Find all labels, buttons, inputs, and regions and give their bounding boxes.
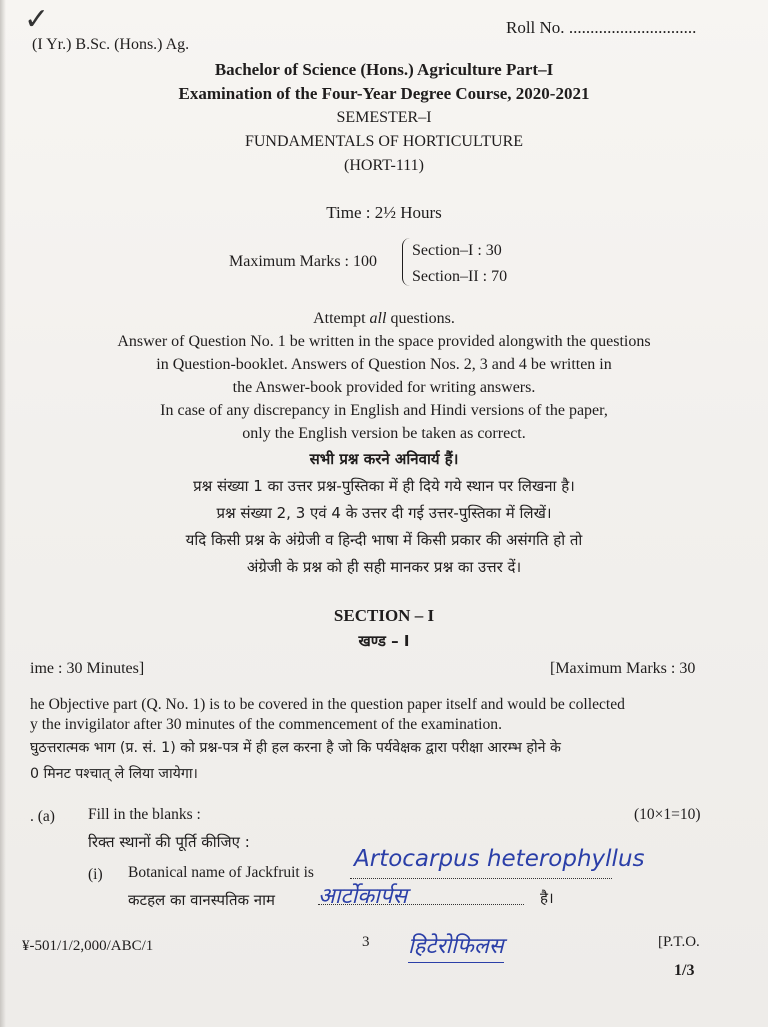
- objective-note-1: he Objective part (Q. No. 1) is to be covered in the question paper itself and would be collected: [30, 696, 625, 713]
- objective-note-hindi-2: 0 मिनट पश्चात् ले लिया जायेगा।: [30, 766, 198, 782]
- instruction-line-2: in Question-booklet. Answers of Question Nos. 2, 3 and 4 be written in: [156, 356, 612, 373]
- handwritten-answer-hindi-1: आर्टोकार्पस: [318, 884, 408, 909]
- item-question-end: है।: [540, 889, 554, 907]
- handwritten-answer-english: Artocarpus heterophyllus: [354, 846, 645, 872]
- hindi-instruction-3: प्रश्न संख्या 2, 3 एवं 4 के उत्तर दी गई उत्तर-पुस्तिका में लिखें।: [216, 504, 552, 522]
- attempt-all-instruction: Attempt all questions.: [313, 310, 455, 327]
- subject-code: (HORT-111): [344, 157, 424, 174]
- instruction-line-3: the Answer-book provided for writing answers.: [232, 379, 536, 396]
- maximum-marks: Maximum Marks : 100: [229, 253, 377, 270]
- paper-code-footer: ¥-501/1/2,000/ABC/1: [22, 938, 154, 954]
- hindi-instruction-1: सभी प्रश्न करने अनिवार्य हैं।: [309, 450, 459, 468]
- page-fraction: 1/3: [674, 962, 695, 979]
- fill-in-blanks-hindi: रिक्त स्थानों की पूर्ति कीजिए :: [88, 833, 250, 851]
- section-time: ime : 30 Minutes]: [30, 660, 145, 677]
- roll-number-dots: ..............................: [568, 18, 697, 37]
- fill-in-blanks-label: Fill in the blanks :: [88, 806, 201, 823]
- question-marks: (10×1=10): [634, 806, 701, 823]
- answer-blank-english: [350, 878, 612, 879]
- pto-label: [P.T.O.: [658, 934, 700, 950]
- section-max-marks: [Maximum Marks : 30: [550, 660, 696, 677]
- course-code: (I Yr.) B.Sc. (Hons.) Ag.: [32, 36, 190, 53]
- tick-mark: ✓: [24, 3, 50, 36]
- title-line-2: Examination of the Four-Year Degree Course, 2020-2021: [178, 84, 590, 103]
- hindi-instruction-5: अंग्रेजी के प्रश्न को ही सही मानकर प्रश्न का उत्तर दें।: [246, 558, 522, 576]
- section-title: SECTION – I: [333, 606, 435, 625]
- hindi-instruction-4: यदि किसी प्रश्न के अंग्रेजी व हिन्दी भाषा में किसी प्रकार की असंगति हो तो: [185, 531, 583, 549]
- instruction-line-1: Answer of Question No. 1 be written in the space provided alongwith the questions: [117, 333, 651, 350]
- section-2-marks: Section–II : 70: [412, 268, 508, 285]
- instruction-line-5: only the English version be taken as correct.: [242, 425, 526, 442]
- question-number: . (a): [30, 808, 55, 825]
- exam-time: Time : 2½ Hours: [326, 203, 442, 222]
- roll-number-label: Roll No.: [506, 18, 569, 37]
- item-number: (i): [88, 866, 103, 883]
- roll-number-field: [506, 18, 696, 38]
- handwritten-answer-hindi-2: हिटेरोफिलस: [408, 930, 504, 963]
- section-title-hindi: खण्ड – I: [358, 632, 410, 650]
- subject-name: FUNDAMENTALS OF HORTICULTURE: [244, 133, 524, 150]
- item-question-hindi: कटहल का वानस्पतिक नाम: [128, 891, 275, 909]
- title-line-1: Bachelor of Science (Hons.) Agriculture Part–I: [214, 60, 554, 79]
- objective-note-hindi-1: घुठत्तरात्मक भाग (प्र. सं. 1) को प्रश्न-पत्र में ही हल करना है जो कि पर्यवेक्षक द्वारा परीक्षा आरम्भ होने के: [30, 740, 561, 756]
- hindi-instruction-2: प्रश्न संख्या 1 का उत्तर प्रश्न-पुस्तिका में ही दिये गये स्थान पर लिखना है।: [193, 477, 575, 495]
- section-1-marks: Section–I : 30: [412, 242, 502, 259]
- instruction-line-4: In case of any discrepancy in English and Hindi versions of the paper,: [160, 402, 608, 419]
- page-number: 3: [362, 934, 370, 950]
- semester: SEMESTER–I: [336, 109, 432, 126]
- objective-note-2: y the invigilator after 30 minutes of the commencement of the examination.: [30, 716, 503, 733]
- item-question-english: Botanical name of Jackfruit is: [128, 864, 314, 881]
